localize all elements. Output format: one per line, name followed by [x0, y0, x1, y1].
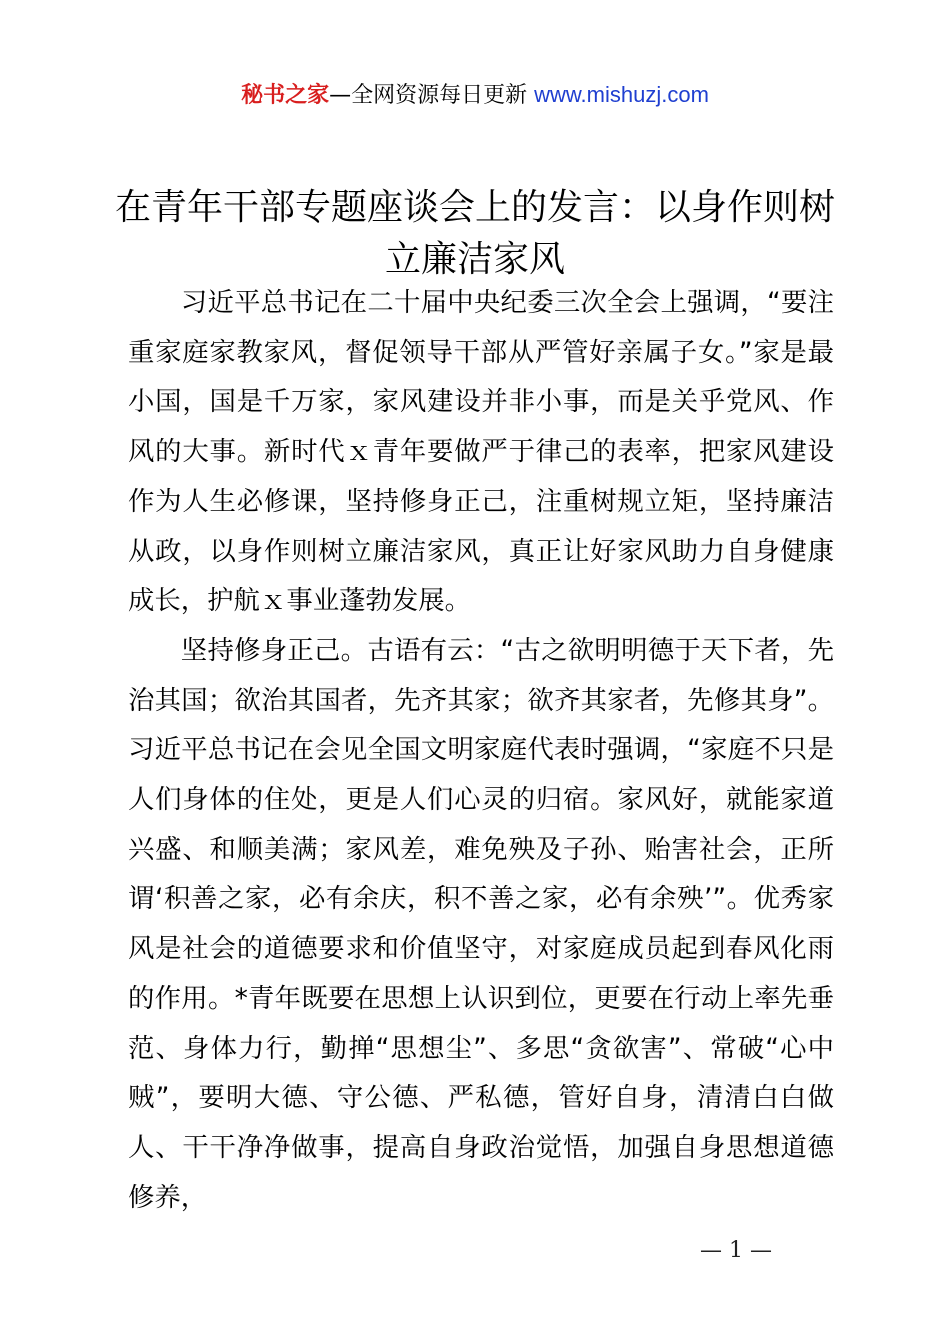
paragraph: 习近平总书记在二十届中央纪委三次全会上强调，“要注重家庭家教家风，督促领导干部从严管好亲属子女。”家是最小国，国是千万家，家风建设并非小事，而是关乎党风、作风的大事。新时代ｘ青年要做严于律己的表率，把家风建设作为人生必修课，坚持修身正己，注重树规立矩，坚持廉洁从政，以身作则树立廉洁家风，真正让好家风助力自身健康成长，护航ｘ事业蓬勃发展。 — [128, 287, 834, 617]
paragraph: 坚持修身正己。古语有云：“古之欲明明德于天下者，先治其国；欲治其国者，先齐其家；欲齐其家者，先修其身”。习近平总书记在会见全国文明家庭代表时强调，“家庭不只是人们身体的住处，更是人们心灵的归宿。家风好，就能家道兴盛、和顺美满；家风差，难免殃及子孙、贻害社会，正所谓‘积善之家，必有余庆，积不善之家，必有余殃’”。优秀家风是社会的道德要求和价值坚守，对家庭成员起到春风化雨的作用。*青年既要在思想上认识到位，更要在行动上率先垂范、身体力行，勤掸“思想尘”、多思“贪欲害”、常破“心中贼”，要明大德、守公德、严私德，管好自身，清清白白做人、干干净净做事，提高自身政治觉悟，加强自身思想道德修养， — [128, 634, 834, 1213]
site-url-link[interactable]: www.mishuzj.com — [534, 82, 709, 107]
site-header — [0, 78, 950, 113]
document-body — [128, 278, 834, 1222]
brand-name: 秘书之家 — [241, 83, 330, 108]
page-number: — 1 — — [700, 1238, 772, 1263]
header-slogan: —全网资源每日更新 — [329, 83, 528, 108]
document-title: 在青年干部专题座谈会上的发言：以身作则树立廉洁家风 — [114, 187, 835, 280]
